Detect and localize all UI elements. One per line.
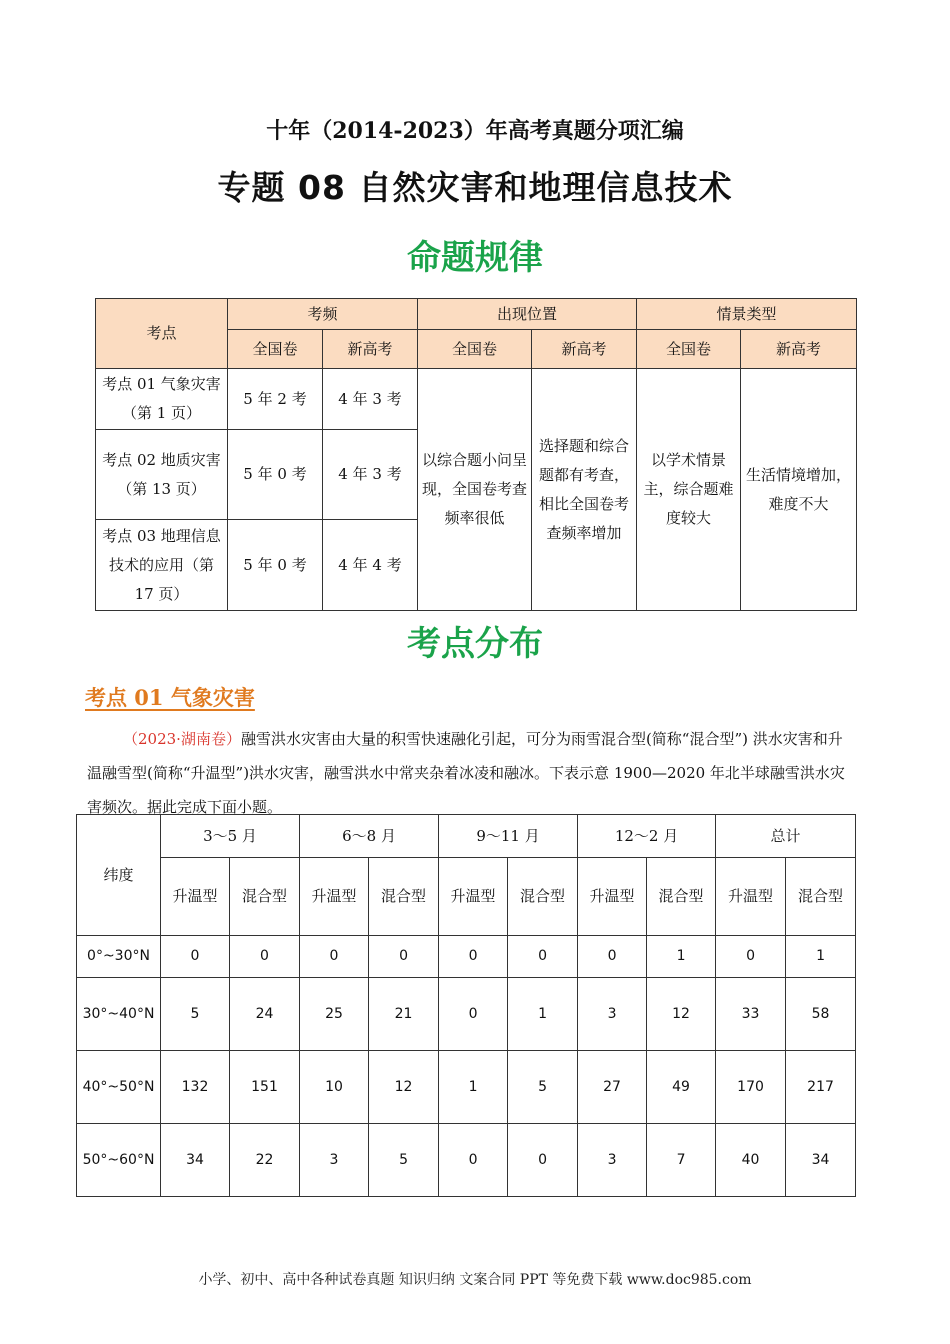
value-cell: 3 [300, 1124, 369, 1197]
value-cell: 0 [300, 936, 369, 978]
value-cell: 40 [716, 1124, 786, 1197]
value-cell: 170 [716, 1051, 786, 1124]
type-header: 升温型 [439, 858, 508, 936]
value-cell: 34 [161, 1124, 230, 1197]
scene-xingaokao: 生活情境增加，难度不大 [741, 369, 857, 611]
value-cell: 132 [161, 1051, 230, 1124]
type-header: 升温型 [161, 858, 230, 936]
table-row [77, 936, 856, 978]
value-cell: 34 [786, 1124, 856, 1197]
freq-xingaokao: 4 年 3 考 [323, 430, 418, 520]
rules-table [95, 298, 857, 611]
type-header: 混合型 [647, 858, 716, 936]
value-cell: 49 [647, 1051, 716, 1124]
subheader: 新高考 [532, 330, 637, 369]
header-kaodian: 考点 [96, 299, 228, 369]
footer-text: 小学、初中、高中各种试卷真题 知识归纳 文案合同 PPT 等免费下载 www.doc985.com [198, 1272, 752, 1288]
value-cell: 3 [578, 1124, 647, 1197]
value-cell: 21 [369, 978, 439, 1051]
kaodian01-title: 考点 01 气象灾害 [85, 685, 255, 710]
series-title: 十年（2014-2023）年高考真题分项汇编 [266, 118, 684, 144]
type-header: 混合型 [369, 858, 439, 936]
season-header: 3～5 月 [161, 815, 300, 858]
subheader: 新高考 [323, 330, 418, 369]
value-cell: 12 [369, 1051, 439, 1124]
question-text: 融雪洪水灾害由大量的积雪快速融化引起，可分为雨雪混合型(简称“混合型”) 洪水灾害和升温融雪型(简称“升温型”)洪水灾害，融雪洪水中常夹杂着冰凌和融冰。下表示意 1900—2020 年北半球融雪洪水灾害频次。据此完成下面小题。 [87, 730, 845, 816]
latitude-cell: 50°~60°N [77, 1124, 161, 1197]
position-xingaokao: 选择题和综合题都有考查，相比全国卷考查频率增加 [532, 369, 637, 611]
value-cell: 0 [716, 936, 786, 978]
value-cell: 0 [439, 1124, 508, 1197]
flood-frequency-table [76, 814, 856, 1197]
value-cell: 1 [647, 936, 716, 978]
latitude-cell: 0°~30°N [77, 936, 161, 978]
value-cell: 0 [508, 936, 578, 978]
freq-quanguo: 5 年 2 考 [228, 369, 323, 430]
table-row [77, 1051, 856, 1124]
type-header: 混合型 [508, 858, 578, 936]
subheader: 全国卷 [228, 330, 323, 369]
freq-quanguo: 5 年 0 考 [228, 520, 323, 611]
value-cell: 0 [508, 1124, 578, 1197]
type-header: 升温型 [716, 858, 786, 936]
header-scene: 情景类型 [637, 299, 857, 330]
value-cell: 5 [508, 1051, 578, 1124]
value-cell: 25 [300, 978, 369, 1051]
value-cell: 0 [230, 936, 300, 978]
topic-title: 专题 08 自然灾害和地理信息技术 [217, 168, 733, 207]
type-header: 升温型 [578, 858, 647, 936]
question-paragraph [87, 722, 857, 824]
value-cell: 22 [230, 1124, 300, 1197]
value-cell: 12 [647, 978, 716, 1051]
table-row [77, 978, 856, 1051]
table-row [77, 1124, 856, 1197]
value-cell: 27 [578, 1051, 647, 1124]
latitude-header: 纬度 [77, 815, 161, 936]
subheader: 全国卷 [418, 330, 532, 369]
scene-quanguo: 以学术情景主，综合题难度较大 [637, 369, 741, 611]
value-cell: 5 [161, 978, 230, 1051]
value-cell: 10 [300, 1051, 369, 1124]
season-header: 12～2 月 [578, 815, 716, 858]
latitude-cell: 40°~50°N [77, 1051, 161, 1124]
question-source: （2023·湖南卷） [123, 730, 241, 748]
subheader: 新高考 [741, 330, 857, 369]
value-cell: 0 [161, 936, 230, 978]
value-cell: 1 [786, 936, 856, 978]
value-cell: 217 [786, 1051, 856, 1124]
value-cell: 0 [439, 978, 508, 1051]
value-cell: 58 [786, 978, 856, 1051]
season-header: 9～11 月 [439, 815, 578, 858]
value-cell: 0 [369, 936, 439, 978]
type-header: 混合型 [230, 858, 300, 936]
section-title-distribution: 考点分布 [407, 624, 543, 664]
value-cell: 33 [716, 978, 786, 1051]
value-cell: 0 [578, 936, 647, 978]
freq-xingaokao: 4 年 4 考 [323, 520, 418, 611]
kaodian-cell: 考点 02 地质灾害（第 13 页） [96, 430, 228, 520]
type-header: 升温型 [300, 858, 369, 936]
latitude-cell: 30°~40°N [77, 978, 161, 1051]
total-header: 总计 [716, 815, 856, 858]
kaodian-cell: 考点 01 气象灾害（第 1 页） [96, 369, 228, 430]
season-header: 6～8 月 [300, 815, 439, 858]
value-cell: 7 [647, 1124, 716, 1197]
value-cell: 3 [578, 978, 647, 1051]
value-cell: 1 [439, 1051, 508, 1124]
value-cell: 5 [369, 1124, 439, 1197]
freq-xingaokao: 4 年 3 考 [323, 369, 418, 430]
freq-quanguo: 5 年 0 考 [228, 430, 323, 520]
type-header: 混合型 [786, 858, 856, 936]
value-cell: 151 [230, 1051, 300, 1124]
header-position: 出现位置 [418, 299, 637, 330]
subheader: 全国卷 [637, 330, 741, 369]
header-frequency: 考频 [228, 299, 418, 330]
value-cell: 24 [230, 978, 300, 1051]
value-cell: 0 [439, 936, 508, 978]
section-title-rules: 命题规律 [407, 238, 543, 278]
value-cell: 1 [508, 978, 578, 1051]
position-quanguo: 以综合题小问呈现，全国卷考查频率很低 [418, 369, 532, 611]
kaodian-cell: 考点 03 地理信息技术的应用（第 17 页） [96, 520, 228, 611]
